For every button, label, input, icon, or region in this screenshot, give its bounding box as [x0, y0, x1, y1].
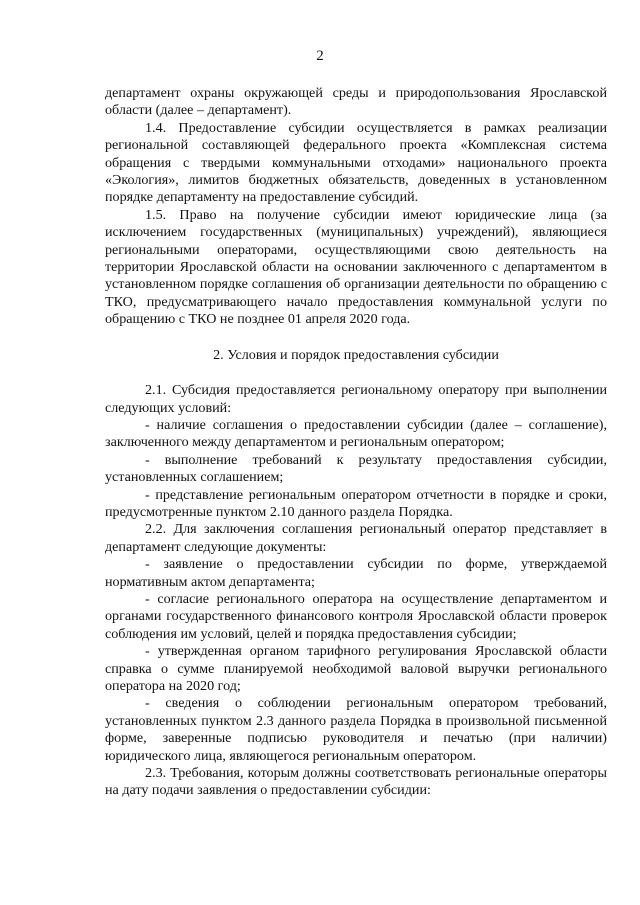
list-item-condition-agreement: - наличие соглашения о предоставлении субсидии (далее – соглашение), заключенного между департаментом и региональным оператором; [105, 416, 607, 451]
paragraph-1-4: 1.4. Предоставление субсидии осуществляется в рамках реализации региональной составляющей федерального проекта «Комплексная система обращения с твердыми коммунальными отходами» национального проекта «Экология», лимитов бюджетных обязательств, доведенных в установленном порядке департаменту на предоставление субсидий. [105, 119, 607, 206]
paragraph-department-definition: департамент охраны окружающей среды и природопользования Ярославской области (далее – департамент). [105, 85, 607, 119]
paragraph-2-1: 2.1. Субсидия предоставляется региональному оператору при выполнении следующих условий: [105, 382, 607, 416]
list-item-document-revenue-certificate: - утвержденная органом тарифного регулирования Ярославской области справка о сумме планируемой необходимой валовой выручки регионального оператора на 2020 год; [105, 643, 607, 694]
paragraph-2-2: 2.2. Для заключения соглашения региональный оператор представляет в департамент следующие документы: [105, 521, 607, 555]
list-item-document-consent: - согласие регионального оператора на осуществление департаментом и органами государственного финансового контроля Ярославской области проверок соблюдения им условий, целей и порядка предоставления субсидии; [105, 590, 607, 642]
list-item-document-application: - заявление о предоставлении субсидии по форме, утверждаемой нормативным актом департамента; [105, 556, 607, 590]
list-item-condition-reporting: - представление региональным оператором отчетности в порядке и сроки, предусмотренные пунктом 2.10 данного раздела Порядка. [105, 486, 607, 520]
section-heading: 2. Условия и порядок предоставления субсидии [213, 346, 499, 363]
page-number: 2 [316, 48, 324, 64]
list-item-condition-requirements: - выполнение требований к результату предоставления субсидии, установленных соглашением; [105, 451, 607, 486]
paragraph-2-3: 2.3. Требования, которым должны соответствовать региональные операторы на дату подачи заявления о предоставлении субсидии: [105, 765, 607, 799]
paragraph-1-5: 1.5. Право на получение субсидии имеют юридические лица (за исключением государственных (муниципальных) учреждений), являющиеся региональными операторами, осуществляющими свою деятельность на территории Ярославской области на основании заключенного с департаментом в установленном порядке соглашения об организации деятельности по обращению с ТКО, предусматривающего начало предоставления коммунальной услуги по обращению с ТКО не позднее 01 апреля 2020 года. [105, 206, 607, 328]
document-body [105, 85, 607, 800]
list-item-document-compliance-info: - сведения о соблюдении региональным оператором требований, установленных пунктом 2.3 данного раздела Порядка в произвольной письменной форме, заверенные подписью руководителя и печатью (при наличии) юридического лица, являющегося региональным оператором. [105, 695, 607, 764]
